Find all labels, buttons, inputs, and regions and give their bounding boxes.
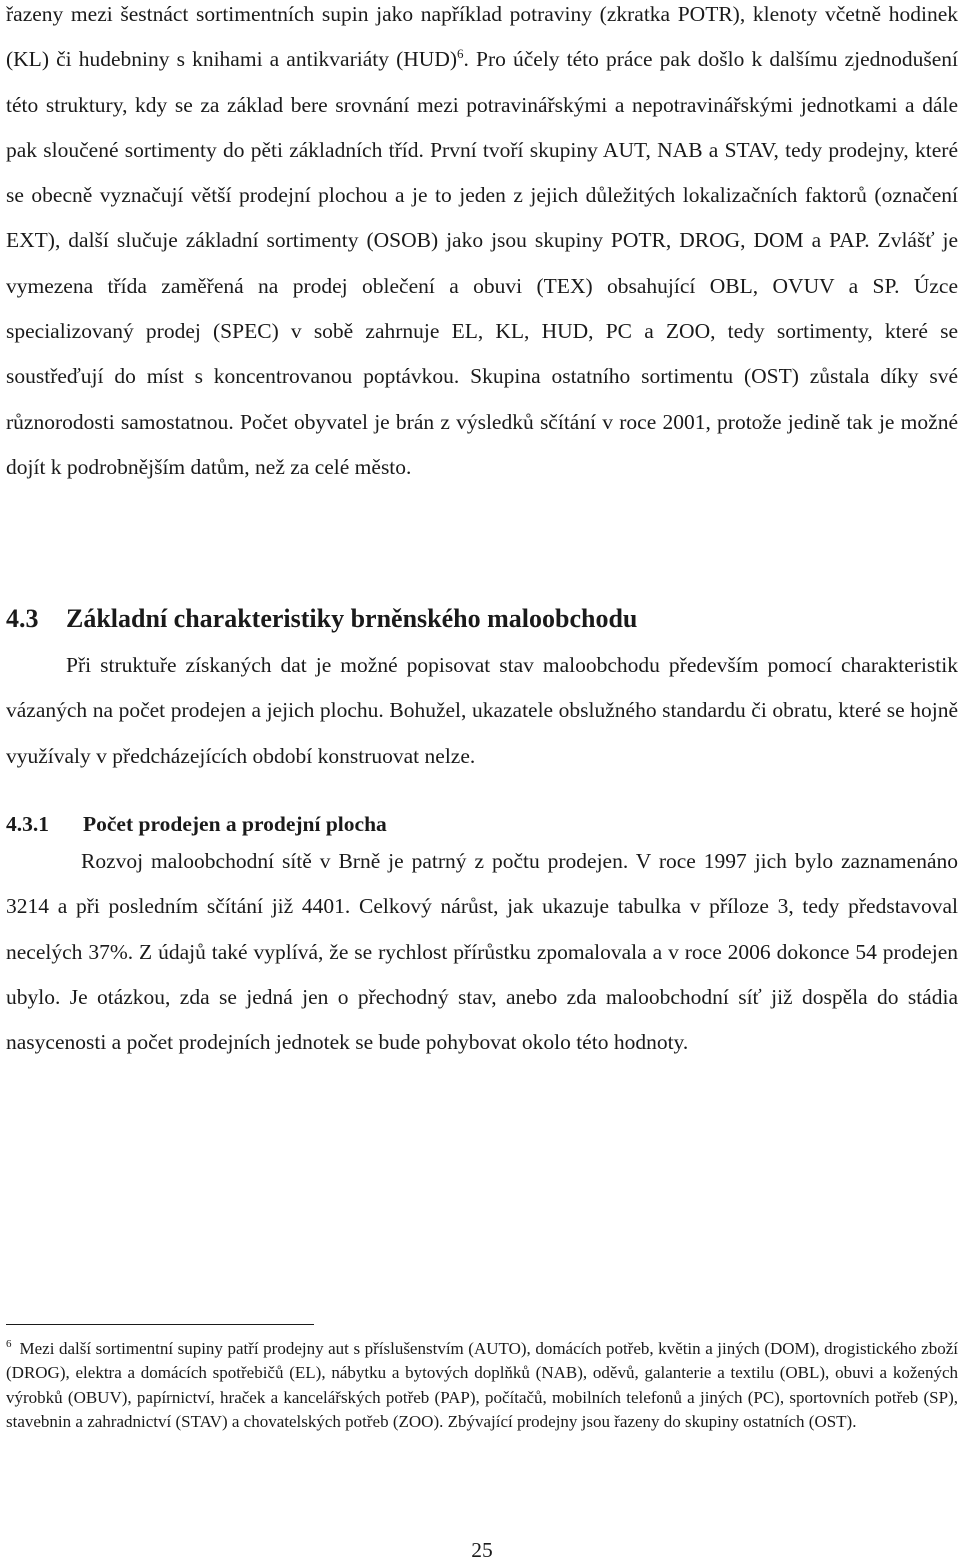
page-number: 25 [471, 1538, 493, 1562]
subsection-title: Počet prodejen a prodejní plocha [83, 812, 387, 836]
footnote-text: Mezi další sortimentní supiny patří prodejny aut s příslušenstvím (AUTO), domácích potřeb, květin a jiných (DOM), drogistického zboží (DROG), elektra a domácích spotřebičů (EL), nábytku a bytových doplňků (NAB), oděvů, galanterie a textilu (OBL), obuvi a kožených výrobků (OBUV), papírnictví, hraček a kancelářských potřeb (PAP), počítačů, mobilních telefonů a jiných (PC), sportovních potřeb (SP), stavebnin a zahradnictví (STAV) a chovatelských potřeb (ZOO). Zbývající prodejny jsou řazeny do skupiny ostatních (OST). [6, 1339, 958, 1432]
section-title: Základní charakteristiky brněnského maloobchodu [66, 604, 638, 633]
subsection-heading [6, 812, 387, 837]
section-paragraph: Při struktuře získaných dat je možné popisovat stav maloobchodu především pomocí charakteristik vázaných na počet prodejen a jejich plochu. Bohužel, ukazatele obslužného standardu či obratu, které se hojně využívaly v předcházejících období konstruovat nelze. [6, 653, 958, 768]
footnote-reference[interactable]: 6 [457, 46, 464, 62]
paragraph-text-start: řazeny mezi šestnáct sortimentních supin jako například potraviny (zkratka POTR), klenoty včetně hodinek (KL) či hudebniny s knihami a antikvariáty (HUD) [6, 2, 958, 72]
footnote-separator [6, 1324, 314, 1325]
body-paragraph-intro [6, 0, 958, 490]
subsection-number: 4.3.1 [6, 812, 49, 836]
section-number: 4.3 [6, 604, 39, 633]
footnote [6, 1337, 958, 1435]
section-heading [6, 604, 637, 634]
paragraph-text-end: . Pro účely této práce pak došlo k dalšímu zjednodušení této struktury, kdy se za základ bere srovnání mezi potravinářskými a nepotravinářskými jednotkami a dále pak sloučené sortimenty do pěti základních tříd. První tvoří skupiny AUT, NAB a STAV, tedy prodejny, které se obecně vyznačují větší prodejní plochou a je to jeden z jejich důležitých lokalizačních faktorů (označení EXT), další slučuje základní sortimenty (OSOB) jako jsou skupiny POTR, DROG, DOM a PAP. Zvlášť je vymezena třída zaměřená na prodej oblečení a obuvi (TEX) obsahující OBL, OVUV a SP. Úzce specializovaný prodej (SPEC) v sobě zahrnuje EL, KL, HUD, PC a ZOO, tedy sortimenty, které se soustřeďují do míst s koncentrovanou poptávkou. Skupina ostatního sortimentu (OST) zůstala díky své různorodosti samostatnou. Počet obyvatel je brán z výsledků sčítání v roce 2001, protože jedině tak je možné dojít k podrobnějším datům, než za celé město. [6, 47, 959, 479]
footnote-marker: 6 [6, 1338, 12, 1351]
subsection-paragraph: Rozvoj maloobchodní sítě v Brně je patrný z počtu prodejen. V roce 1997 jich bylo zaznamenáno 3214 a při posledním sčítání již 4401. Celkový nárůst, jak ukazuje tabulka v příloze 3, tedy představoval necelých 37%. Z údajů také vyplívá, že se rychlost přírůstku zpomalovala a v roce 2006 dokonce 54 prodejen ubylo. Je otázkou, zda se jedná jen o přechodný stav, anebo zda maloobchodní síť již dospěla do stádia nasycenosti a počet prodejních jednotek se bude pohybovat okolo této hodnoty. [6, 849, 958, 1055]
